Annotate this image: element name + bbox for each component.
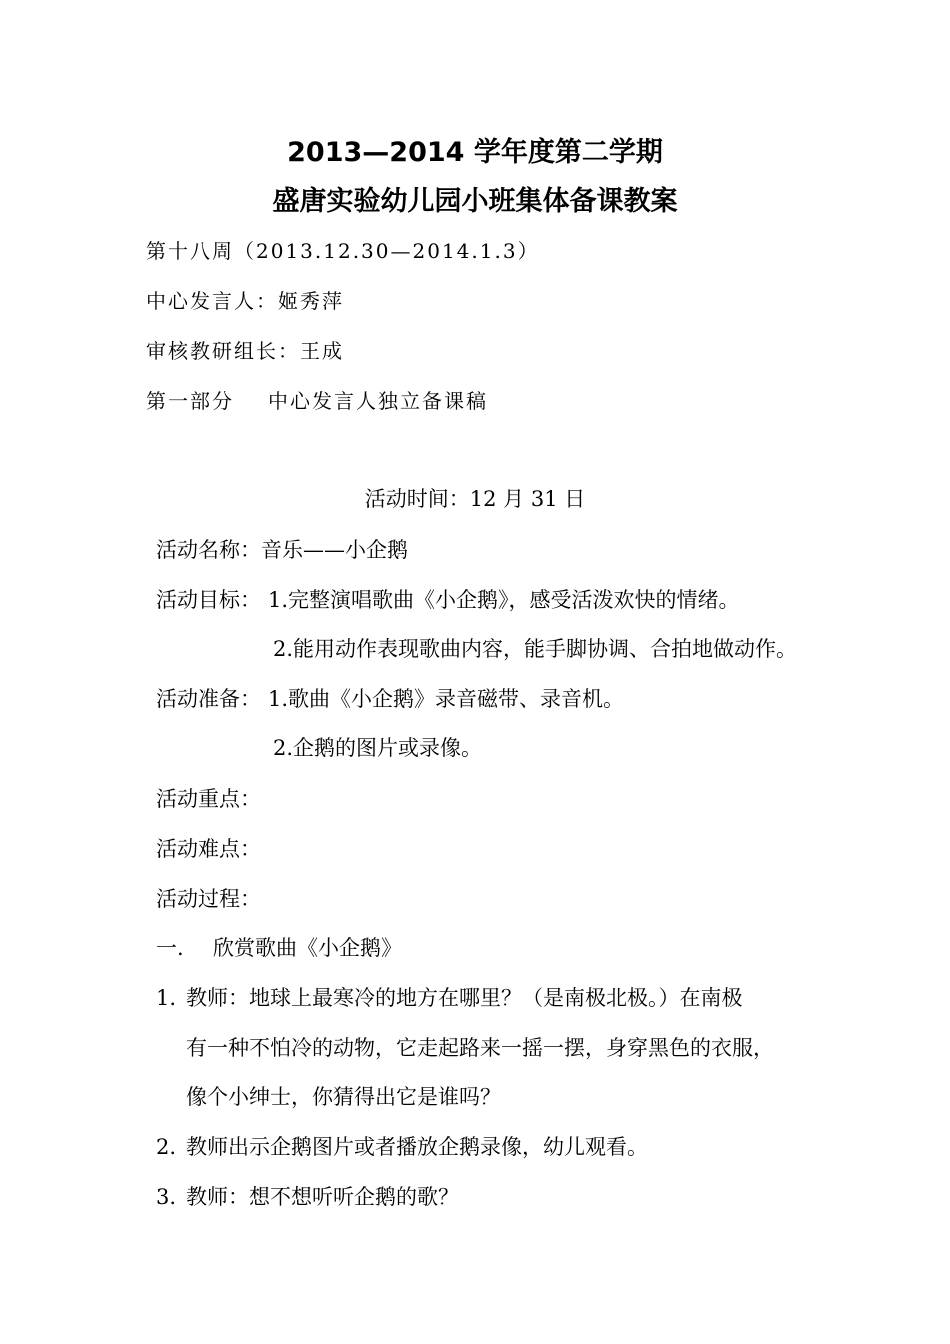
part-heading	[146, 387, 488, 415]
list-item	[156, 1132, 648, 1162]
section-number: 一.	[156, 936, 184, 960]
activity-time: 活动时间：12 月 31 日	[364, 487, 586, 511]
speaker-line: 中心发言人：姬秀萍	[146, 289, 344, 313]
activity-goal-1: 1.完整演唱歌曲《小企鹅》，感受活泼欢快的情绪。	[268, 588, 740, 612]
reviewer-line: 审核教研组长：王成	[146, 339, 344, 363]
activity-focus: 活动重点：	[156, 787, 261, 811]
activity-goal-2: 2.能用动作表现歌曲内容，能手脚协调、合拍地做动作。	[273, 637, 798, 661]
activity-difficulty: 活动难点：	[156, 837, 261, 861]
activity-process: 活动过程：	[156, 887, 261, 911]
section-title: 欣赏歌曲《小企鹅》	[213, 936, 402, 960]
list-item-number: 1.	[156, 986, 177, 1010]
list-item-continuation: 有一种不怕冷的动物，它走起路来一摇一摆，身穿黑色的衣服，	[186, 1036, 774, 1060]
list-item-number: 2.	[156, 1135, 177, 1159]
part-title: 中心发言人独立备课稿	[268, 389, 488, 413]
part-label: 第一部分	[146, 389, 234, 413]
list-item-text: 教师：地球上最寒冷的地方在哪里？（是南极北极。）在南极	[186, 986, 743, 1010]
list-item-number: 3.	[156, 1185, 177, 1209]
activity-name: 活动名称：音乐——小企鹅	[156, 538, 408, 562]
activity-prep-2: 2.企鹅的图片或录像。	[273, 736, 483, 760]
title-year: 2013—2014 学年度第二学期	[287, 137, 663, 168]
activity-goal-label: 活动目标：	[156, 588, 261, 612]
week-line: 第十八周（2013.12.30—2014.1.3）	[146, 239, 540, 263]
section-heading	[156, 933, 402, 963]
activity-prep-label: 活动准备：	[156, 687, 261, 711]
list-item-text: 教师：想不想听听企鹅的歌？	[186, 1185, 459, 1209]
list-item-text: 教师出示企鹅图片或者播放企鹅录像，幼儿观看。	[186, 1135, 648, 1159]
list-item-continuation: 像个小绅士，你猜得出它是谁吗？	[186, 1085, 501, 1109]
activity-prep-1: 1.歌曲《小企鹅》录音磁带、录音机。	[268, 687, 625, 711]
list-item	[156, 983, 743, 1013]
list-item	[156, 1182, 459, 1212]
title-school: 盛唐实验幼儿园小班集体备课教案	[272, 186, 678, 217]
